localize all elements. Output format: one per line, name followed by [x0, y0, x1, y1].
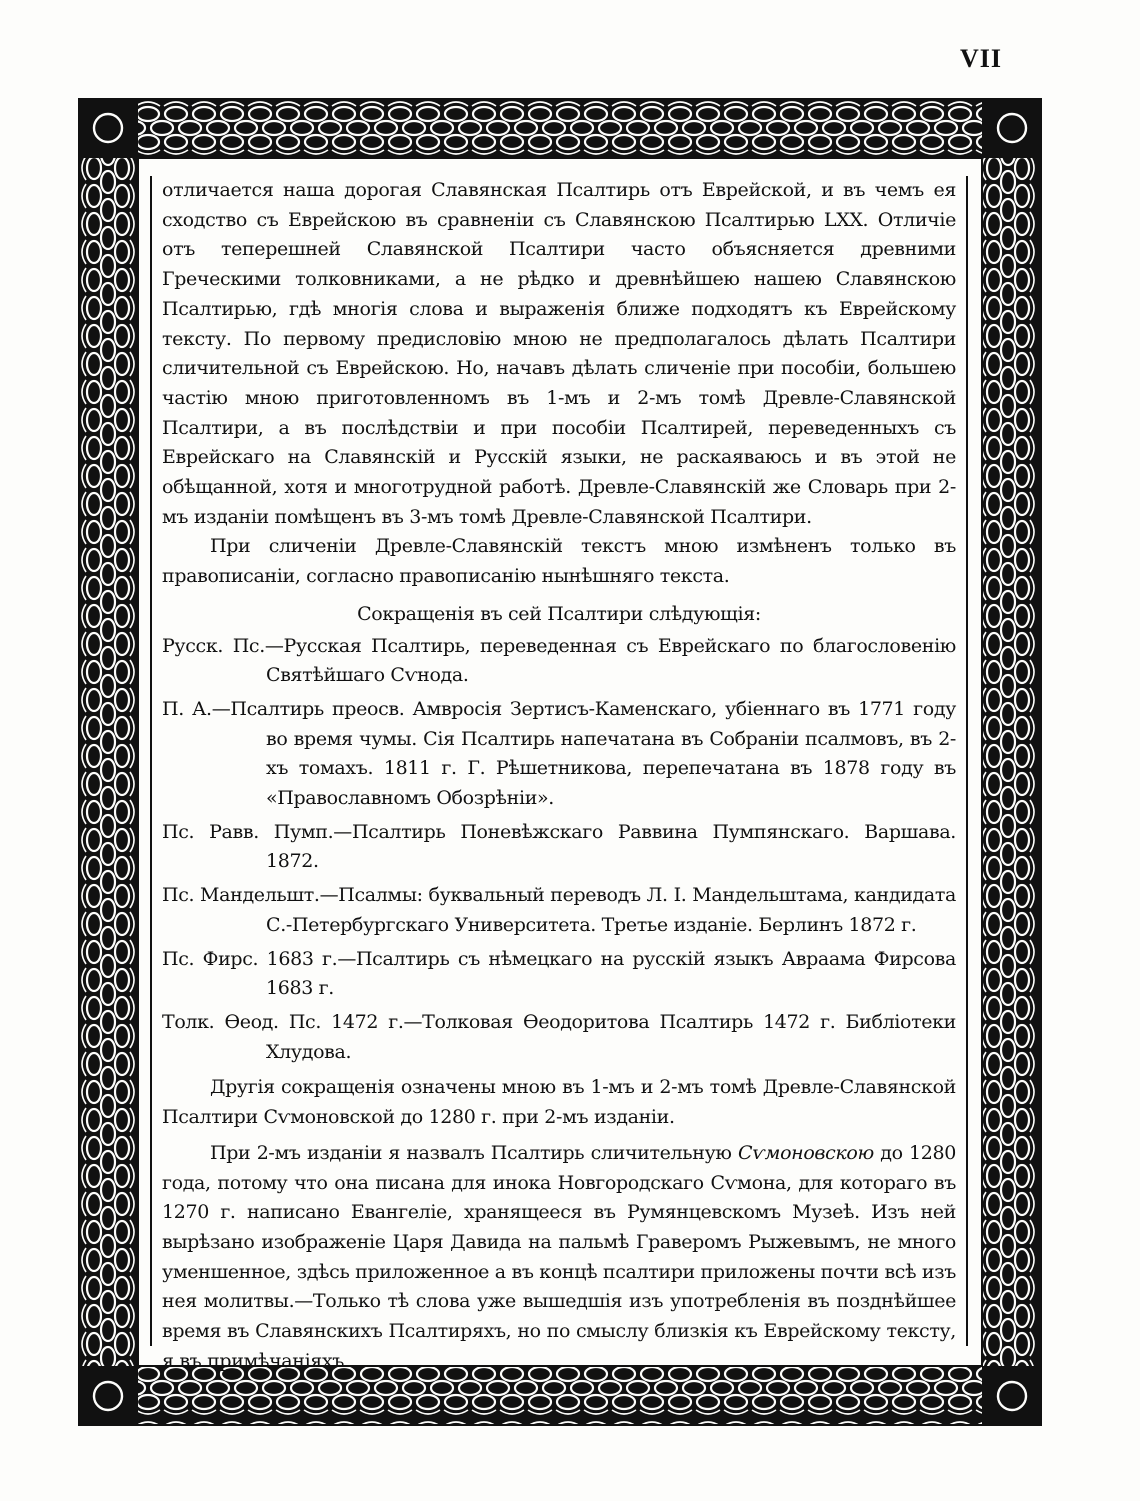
abbreviation-entry-mandelstam: Пс. Мандельшт.—Псалмы: буквальный переводъ Л. І. Мандельштама, кандидата С.-Петербургскаго Университета. Третье изданіе. Берлинъ 1872 г.	[162, 884, 956, 936]
abbreviation-entry-russian: Русск. Пс.—Русская Псалтирь, переведенная съ Еврейскаго по благословенію Святѣйшаго Сѵнода.	[162, 634, 956, 687]
paragraph-other-abbreviations: Другія сокращенія означены мною въ 1-мъ и 2-мъ томѣ Древле-Славянской Псалтири Сѵмоновской до 1280 г. при 2-мъ изданіи.	[162, 1076, 956, 1129]
paragraph-intro: отличается наша дорогая Славянская Псалтирь отъ Еврейской, и въ чемъ ея сходство съ Еврейскою въ сравненіи съ Славянскою Псалтирью LXX. Отличіе отъ теперешней Славянской Псалтири часто объясняется древними Греческими толковниками, а не рѣдко и древнѣйшею нашею Славянскою Псалтирью, гдѣ многія слова и выраженія ближе подходятъ къ Еврейскому тексту. По первому предисловію мною не предполагалось дѣлать Псалтири сличительной съ Еврейскою. Но, начавъ дѣлать сличеніе при пособіи, большею частію мною приготовленномъ въ 1-мъ и 2-мъ томѣ Древле-Славянской Псалтири, а въ послѣдствіи и при пособіи Псалтирей, переведенныхъ съ Еврейскаго на Славянскій и Русскій языки, не раскаяваюсь и въ этой не обѣщанной, хотя и многотрудной работѣ. Древле-Славянскій же Словарь при 2-мъ изданіи помѣщенъ въ 3-мъ томѣ Древле-Славянской Псалтири.	[162, 179, 956, 528]
abbreviation-entry-ambrose: П. А.—Псалтирь преосв. Амвросія Зертисъ-Каменскаго, убіеннаго въ 1771 году во время чумы. Сія Псалтирь напечатана въ Собраніи псалмовъ, въ 2-хъ томахъ. 1811 г. Г. Рѣшетникова, перепечатана въ 1878 году въ «Православномъ Обозрѣніи».	[162, 697, 956, 810]
paragraph-simon-psalter	[162, 1139, 956, 1377]
p4-end: до 1280 года, потому что она писана для инока Новгородскаго Сѵмона, для котораго въ 1270 г. написано Евангеліе, хранящееся въ Румянцевскомъ Музеѣ. Изъ ней вырѣзано изображеніе Царя Давида на пальмѣ Граверомъ Рыжевымъ, не много уменшенное, здѣсь приложенное а въ концѣ псалтири приложены почти всѣ изъ нея молитвы.—Только тѣ слова уже вышедшія изъ употребленія въ позднѣйшее время въ Славянскихъ Псалтиряхъ, но по смыслу близкія къ Еврейскому тексту, я въ примѣчаніяхъ	[162, 1141, 956, 1372]
paragraph-collation: При сличеніи Древле-Славянскій текстъ мною измѣненъ только въ правописаніи, согласно правописанію нынѣшняго текста.	[162, 535, 956, 588]
p4-italic: Сѵмоновскою	[737, 1141, 874, 1164]
abbreviation-entry-firsov: Пс. Фирс. 1683 г.—Псалтирь съ нѣмецкаго на русскій языкъ Авраама Фирсова 1683 г.	[162, 947, 956, 1000]
abbreviation-entry-theodoret: Толк. Ѳеод. Пс. 1472 г.—Толковая Ѳеодоритова Псалтирь 1472 г. Библіотеки Хлудова.	[162, 1010, 956, 1063]
abbreviations-heading: Сокращенія въ сей Псалтири слѣдующія:	[357, 602, 761, 625]
page-number: VII	[960, 44, 1003, 73]
abbreviation-entry-pumpyansky: Пс. Равв. Пумп.—Псалтирь Поневѣжскаго Раввина Пумпянскаго. Варшава. 1872.	[162, 820, 956, 873]
p4-start: При 2-мъ изданіи я назвалъ Псалтирь сличительную	[210, 1141, 738, 1164]
text-column	[150, 176, 968, 1372]
